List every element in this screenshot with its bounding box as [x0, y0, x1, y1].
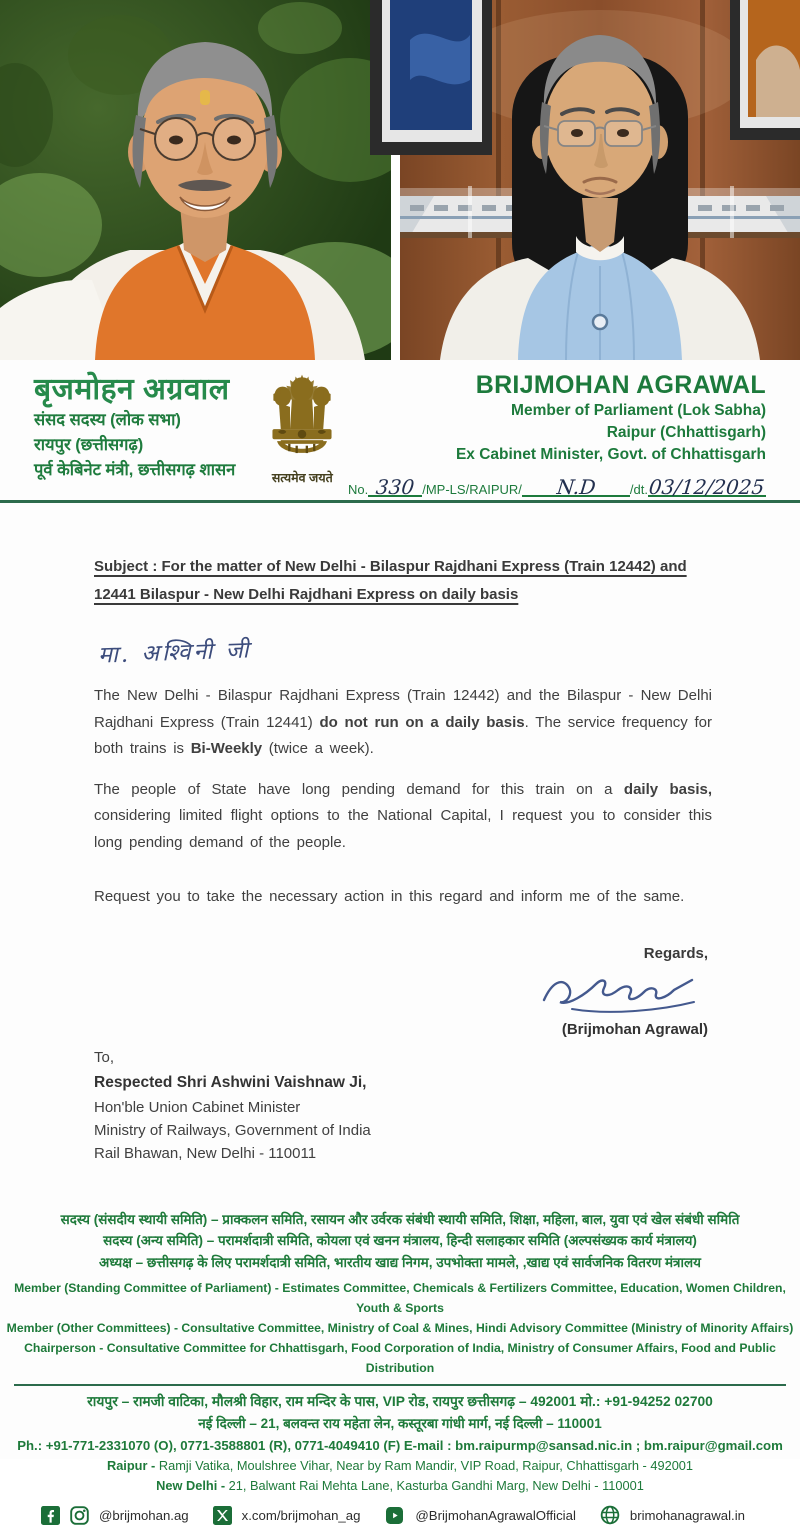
to-label: To,	[94, 1046, 712, 1070]
addressee-name: Respected Shri Ashwini Vaishnaw Ji,	[94, 1070, 712, 1096]
addressee-line: Hon'ble Union Cabinet Minister	[94, 1096, 712, 1119]
paragraph-2-text: The people of State have long pending demand for this train on a	[94, 781, 624, 798]
website-url: brimohanagrawal.in	[630, 1508, 745, 1523]
subject-block	[94, 553, 712, 609]
ref-date-label: /dt.	[630, 482, 648, 497]
website-globe-icon	[600, 1505, 620, 1525]
ref-date-handwritten: 03/12/2025	[648, 478, 765, 496]
facebook-icon	[41, 1506, 60, 1525]
paragraph-1-bold: do not run on a daily basis	[319, 714, 524, 731]
subject-line-2: 12441 Bilaspur - New Delhi Rajdhani Express on daily basis	[94, 586, 518, 603]
letterhead-english-line: Member of Parliament (Lok Sabha)	[348, 400, 766, 422]
hindi-committee-line: सदस्य (संसदीय स्थायी समिति) – प्राक्कलन समिति, रसायन और उर्वरक संबंधी स्थायी समिति, शिक्षा, महिला, बाल, युवा एवं खेल संबंधी समिति	[0, 1209, 800, 1231]
social-media-bar	[0, 1505, 800, 1525]
signatory-name: (Brijmohan Agrawal)	[94, 1021, 708, 1038]
regards-text: Regards,	[94, 945, 708, 962]
reference-number-row	[348, 476, 766, 497]
letterhead-hindi-block	[34, 368, 257, 483]
english-committee-line: Member (Other Committees) - Consultative Committee, Ministry of Coal & Mines, Hindi Advisory Committee (Ministry of Minority Affairs)	[0, 1318, 800, 1338]
signature	[94, 964, 708, 1023]
address-raipur-text: Ramji Vatika, Moulshree Vihar, Near by Ram Mandir, VIP Road, Raipur, Chhattisgarh - 492001	[159, 1458, 693, 1473]
letterhead-english-line: Raipur (Chhattisgarh)	[348, 422, 766, 444]
paragraph-3: Request you to take the necessary action in this regard and inform me of the same.	[94, 884, 712, 911]
letterhead-hindi-line: संसद सदस्य (लोक सभा)	[34, 408, 257, 433]
english-committee-lines	[0, 1278, 800, 1378]
ashoka-emblem-icon	[260, 370, 344, 466]
paragraph-2	[94, 777, 712, 857]
letterhead-hindi-line: रायपुर (छत्तीसगढ़)	[34, 433, 257, 458]
instagram-handle: @brijmohan.ag	[99, 1508, 189, 1523]
english-committee-line: Member (Standing Committee of Parliament) - Estimates Committee, Chemicals & Fertilizers Committee, Education, Women Children, Youth & Sports	[0, 1278, 800, 1318]
ref-no-label: No.	[348, 482, 368, 497]
letter-body	[0, 503, 800, 1165]
emblem-caption: सत्यमेव जयते	[257, 469, 348, 486]
english-committee-line: Chairperson - Consultative Committee for Chhattisgarh, Food Corporation of India, Ministry of Consumer Affairs, Food and Public Distribution	[0, 1338, 800, 1378]
letterhead-english-block	[348, 368, 766, 500]
x-handle: x.com/brijmohan_ag	[242, 1508, 361, 1523]
handwritten-annotation: मा. अश्विनी जी	[97, 632, 252, 669]
paragraph-1	[94, 683, 712, 763]
address-hindi-raipur: रायपुर – रामजी वाटिका, मौलश्री विहार, राम मन्दिर के पास, VIP रोड, रायपुर छत्तीसगढ़ – 492001 मो.: +91-94252 02700	[0, 1391, 800, 1413]
ref-no-cell	[368, 476, 422, 497]
letterhead-footer	[0, 1209, 800, 1525]
signature-scribble-icon	[538, 964, 708, 1018]
ref-series-label: /MP-LS/RAIPUR/	[422, 482, 522, 497]
addressee-line: Ministry of Railways, Government of India	[94, 1119, 712, 1142]
paragraph-1-bold: Bi-Weekly	[191, 740, 262, 757]
photo-ashwini-vaishnaw	[400, 0, 800, 360]
footer-divider	[14, 1384, 786, 1386]
address-hindi-delhi: नई दिल्ली – 21, बलवन्त राय महेता लेन, कस्तूरबा गांधी मार्ग, नई दिल्ली – 110001	[0, 1413, 800, 1435]
letterhead-english-line: Ex Cabinet Minister, Govt. of Chhattisgarh	[348, 444, 766, 466]
address-delhi-text: 21, Balwant Rai Mehta Lane, Kasturba Gandhi Marg, New Delhi - 110001	[229, 1478, 644, 1493]
photo-brijmohan-agrawal	[0, 0, 391, 360]
hindi-committee-line: अध्यक्ष – छत्तीसगढ़ के लिए परामर्शदात्री समिति, भारतीय खाद्य निगम, उपभोक्ता मामले, ,खाद्य एवं सार्वजनिक वितरण मंत्रालय	[0, 1252, 800, 1274]
letterhead-hindi-name: बृजमोहन अग्रवाल	[34, 372, 257, 408]
youtube-icon	[384, 1507, 405, 1524]
letterhead-hindi-line: पूर्व केबिनेट मंत्री, छत्तीसगढ़ शासन	[34, 458, 257, 483]
hindi-committee-lines	[0, 1209, 800, 1274]
ref-no-handwritten: 330	[375, 478, 415, 496]
address-english-raipur	[0, 1456, 800, 1476]
paragraph-1-text: The New Delhi - Bilaspur Rajdhani Express (Train 12442) and the Bilaspur - New Delhi Rajdhani Express (Train 12441)	[94, 687, 712, 731]
letterhead	[0, 360, 800, 503]
x-twitter-icon	[213, 1506, 232, 1525]
ashwini-portrait-illustration	[400, 0, 800, 360]
paragraph-2-text: considering limited flight options to the National Capital, I request you to consider this long pending demand of the people.	[94, 807, 712, 851]
ref-office-cell	[522, 476, 630, 497]
paragraph-1-text: . The service frequency for both trains is	[94, 714, 712, 758]
paragraph-2-bold: daily basis,	[624, 781, 712, 798]
subject-line-1: Subject : For the matter of New Delhi - Bilaspur Rajdhani Express (Train 12442) and	[94, 558, 687, 575]
header-photos	[0, 0, 800, 360]
youtube-handle: @BrijmohanAgrawalOfficial	[415, 1508, 575, 1523]
ref-date-cell	[648, 476, 766, 497]
addressee-block	[94, 1046, 712, 1165]
brijmohan-portrait-illustration	[0, 0, 391, 360]
address-delhi-label: New Delhi -	[156, 1478, 229, 1493]
closing-block	[94, 945, 712, 1038]
letterhead-english-name: BRIJMOHAN AGRAWAL	[348, 370, 766, 400]
paragraph-1-text: (twice a week).	[262, 740, 374, 757]
letterhead-emblem-block	[257, 368, 348, 486]
ref-office-handwritten: N.D	[556, 478, 597, 496]
addressee-line: Rail Bhawan, New Delhi - 110011	[94, 1142, 712, 1165]
phone-email-line: Ph.: +91-771-2331070 (O), 0771-3588801 (R), 0771-4049410 (F) E-mail : bm.raipurmp@sansad.nic.in ; bm.raipur@gmail.com	[0, 1435, 800, 1456]
address-english-delhi	[0, 1476, 800, 1496]
instagram-icon	[70, 1506, 89, 1525]
address-raipur-label: Raipur -	[107, 1458, 159, 1473]
hindi-committee-line: सदस्य (अन्य समिति) – परामर्शदात्री समिति, कोयला एवं खनन मंत्रालय, हिन्दी सलाहकार समिति (अल्पसंख्यक कार्य मंत्रालय)	[0, 1230, 800, 1252]
